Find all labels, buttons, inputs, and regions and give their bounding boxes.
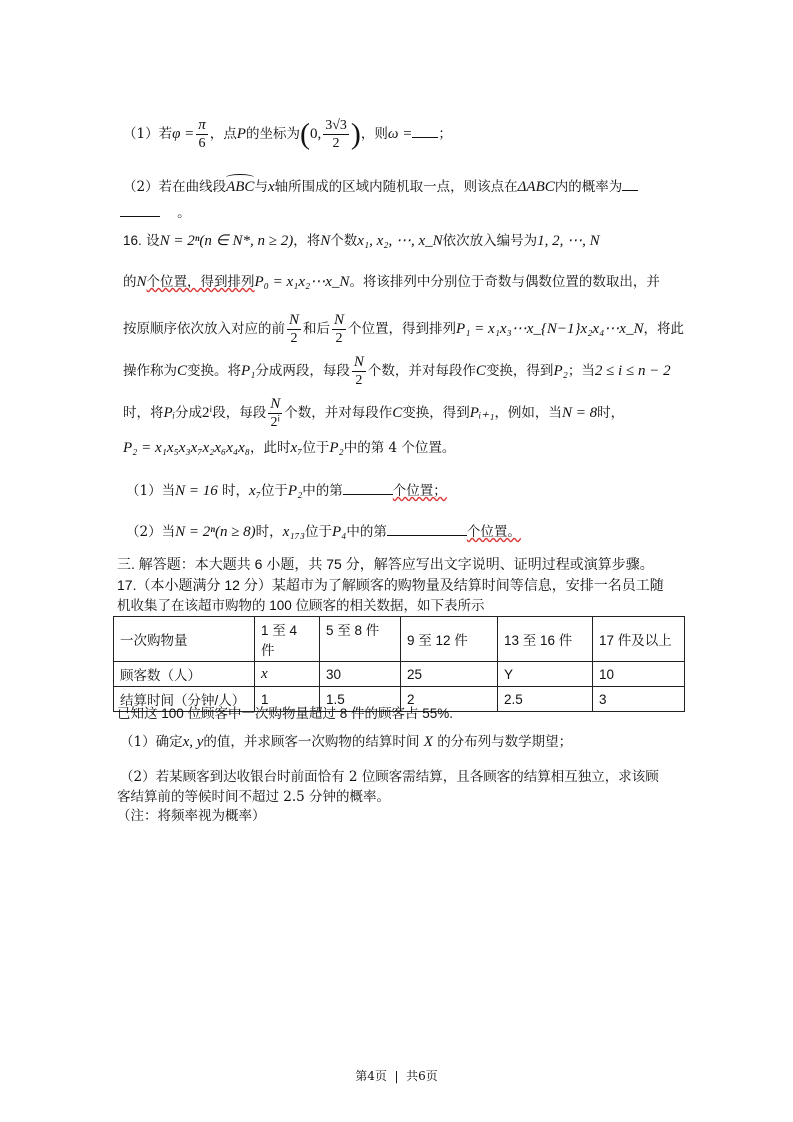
q17-known: 已知这 100 位顾客中一次购物量超过 8 件的顾客占 55%.: [117, 706, 454, 721]
math: x₇: [290, 440, 303, 456]
math: 0,: [309, 126, 322, 142]
text: ；: [438, 126, 452, 142]
table-cell: 25: [401, 662, 498, 687]
table-cell: 2: [401, 687, 498, 712]
text: （2）若在曲线段: [123, 179, 227, 195]
math: P₂: [329, 440, 344, 456]
fraction: [323, 117, 349, 152]
text: 位于: [302, 440, 330, 456]
num: N: [353, 354, 364, 370]
text: 。: [177, 205, 191, 221]
q17-intro-2: 机收集了在该超市购物的 100 位顾客的相关数据，如下表所示: [117, 598, 485, 613]
text: 内的概率为: [554, 179, 623, 195]
text: 个位置；: [392, 483, 447, 499]
math: x₇: [249, 483, 261, 499]
math: C: [392, 405, 403, 421]
fraction: [196, 117, 208, 152]
fraction: [332, 312, 346, 347]
text: ，点: [209, 126, 237, 142]
math: P₂ = x₁x₅x₃x₇x₂x₆x₄x₈: [123, 440, 250, 456]
q16-line5: [123, 396, 624, 431]
text: 个位置。: [466, 524, 521, 540]
math: ω =: [387, 126, 413, 142]
q17-part2-line1: （2）若某顾客到达收银台时前面恰有 2 位顾客需结算，且各顾客的结算相互独立，求该顾: [120, 769, 659, 785]
table-cell: x: [255, 662, 320, 687]
math: N = 2ⁿ(n ∈ N*, n ≥ 2): [159, 233, 294, 249]
table-header: 1 至 4 件: [255, 617, 320, 662]
text: 分成: [175, 405, 203, 421]
answer-blank[interactable]: [343, 480, 393, 495]
text: 变换，得到: [485, 363, 554, 379]
math: C: [177, 363, 188, 379]
answer-blank[interactable]: [622, 176, 638, 191]
math: φ =: [172, 126, 195, 142]
text: 与: [254, 179, 268, 195]
den: 2: [332, 136, 340, 151]
math: N = 16: [175, 483, 218, 499]
math: P: [236, 126, 246, 142]
q16-line1: [123, 231, 600, 251]
math: N: [136, 274, 147, 290]
answer-blank[interactable]: [412, 123, 438, 138]
q16-line2: [123, 272, 660, 292]
fraction: [287, 312, 301, 347]
text: 的坐标为: [245, 126, 300, 142]
math: X: [423, 734, 433, 750]
q17-note: （注：将频率视为概率）: [117, 808, 266, 824]
text: 变换，得到: [402, 405, 470, 421]
math-arc: ABC: [226, 179, 255, 195]
text: 时，: [597, 405, 625, 421]
math: 1, 2, ⋯, N: [537, 233, 600, 249]
table-cell: 1: [255, 687, 320, 712]
page-total: 共6页: [406, 1069, 438, 1083]
table-cell: Y: [498, 662, 593, 687]
text: 中的第 4 个位置。: [343, 440, 456, 456]
den: 2: [335, 331, 343, 346]
text: 轴所围成的区域内随机取一点，则该点在: [274, 179, 518, 195]
den: 2: [290, 331, 298, 346]
math: P₁: [241, 363, 256, 379]
text: 操作称为: [123, 363, 177, 379]
math: N: [320, 233, 331, 249]
q16-part1: [126, 480, 447, 501]
num: N: [270, 396, 281, 412]
data-table: [113, 616, 685, 712]
text: 。将该排列中分别位于奇数与偶数位置的数取出，并: [349, 274, 660, 290]
text: ，将: [293, 233, 321, 249]
section-3-heading: 三. 解答题：本大题共 6 小题，共 75 分，解答应写出文字说明、证明过程或演算步骤。: [117, 556, 654, 572]
text: 位于: [260, 483, 288, 499]
separator: |: [394, 1069, 399, 1083]
table-header: 13 至 16 件: [498, 617, 593, 662]
math: x, y: [182, 734, 204, 750]
answer-blank[interactable]: [387, 521, 467, 536]
text: 个数，并对每段作: [284, 405, 393, 421]
text: 的: [123, 274, 137, 290]
page-footer: [0, 1067, 793, 1084]
text: 变换。将: [187, 363, 242, 379]
text: 时，: [255, 524, 283, 540]
page-number: 第4页: [355, 1069, 387, 1083]
text: ，则: [360, 126, 388, 142]
fraction: [268, 396, 282, 431]
text: 设: [146, 233, 160, 249]
q15-part2: [123, 176, 638, 197]
q15-part1: （1）若φ = $\frac{\pi}{6}$ ，点P的坐标为(0, $\frac{3√3}{2}$ )，则ω = ；: [123, 117, 452, 151]
text: 个位置，得到排列: [146, 274, 255, 290]
text: 个数，并对每段作: [367, 363, 476, 379]
table-cell: 1.5: [320, 687, 401, 712]
den: 2ⁱ: [270, 415, 280, 430]
text: 时，: [222, 483, 250, 499]
math: x: [267, 179, 275, 195]
math: 2 ≤ i ≤ n − 2: [594, 363, 671, 379]
text: 个数: [330, 233, 358, 249]
table-cell: 30: [320, 662, 401, 687]
text: 分成两段，每段: [255, 363, 350, 379]
math: N = 8: [561, 405, 598, 421]
text: 段，每段: [212, 405, 267, 421]
q15-part2-cont: [120, 202, 191, 223]
text: 的分布列与数学期望；: [437, 734, 573, 750]
text: 中的第: [346, 524, 387, 540]
table-row: [114, 662, 685, 687]
math: P₄: [331, 524, 347, 540]
num: N: [289, 312, 300, 328]
text: 依次放入编号为: [442, 233, 538, 249]
text: 的值，并求顾客一次购物的结算时间: [203, 734, 420, 750]
text: 中的第: [302, 483, 343, 499]
table-header: 5 至 8 件: [320, 617, 401, 662]
table-header-row: [114, 617, 685, 662]
q16-line4: [123, 354, 671, 389]
q16-line3: [123, 312, 684, 347]
math: N = 2ⁿ(n ≥ 8): [175, 524, 256, 540]
math: P₀ = x₁x₂⋯x_N: [254, 274, 350, 290]
math: Pᵢ₊₁: [469, 405, 495, 421]
q17-intro-1: 17.（本小题满分 12 分）某超市为了解顾客的购物量及结算时间等信息，安排一名员工随: [117, 577, 664, 593]
fraction: [352, 354, 366, 389]
text: ；当: [567, 363, 595, 379]
math: 2ⁱ: [202, 405, 213, 421]
num: 3√3: [325, 118, 347, 133]
math: ΔABC: [517, 179, 555, 195]
text: 和后: [303, 321, 331, 337]
table-header: 17 件及以上: [593, 617, 685, 662]
den: 6: [198, 136, 206, 151]
math: P₁ = x₁x₃⋯x_{N−1}x₂x₄⋯x_N: [456, 321, 644, 337]
num: π: [198, 117, 206, 133]
text: 按原顺序依次放入对应的前: [123, 321, 285, 337]
text: （1）确定: [120, 734, 183, 750]
text: ，例如，当: [494, 405, 562, 421]
q16-part2: [126, 521, 521, 542]
answer-blank[interactable]: [120, 202, 160, 217]
text: ，将此: [643, 321, 684, 337]
text: （2）当: [126, 524, 176, 540]
table-cell: 10: [593, 662, 685, 687]
q17-part2-line2: 客结算前的等候时间不超过 2.5 分钟的概率。: [117, 789, 391, 805]
table-header: 一次购物量: [114, 617, 255, 662]
table-cell: 结算时间（分钟/人）: [114, 687, 255, 712]
math: Pᵢ: [163, 405, 176, 421]
math: P₂: [287, 483, 303, 499]
q17-part1: [120, 732, 572, 752]
text: 时，将: [123, 405, 164, 421]
num: N: [334, 312, 345, 328]
table-header: 9 至 12 件: [401, 617, 498, 662]
table-cell: 3: [593, 687, 685, 712]
math: x₁, x₂, ⋯, x_N: [357, 233, 443, 249]
q16-line6: [123, 438, 455, 458]
den: 2: [355, 373, 363, 388]
table-cell: 2.5: [498, 687, 593, 712]
text: ，此时: [249, 440, 291, 456]
text: （1）当: [126, 483, 176, 499]
table-cell: 顾客数（人）: [114, 662, 255, 687]
question-number: 16.: [123, 233, 142, 248]
math: x₁₇₃: [282, 524, 305, 540]
text: 个位置，得到排列: [348, 321, 457, 337]
math: C: [475, 363, 486, 379]
math: P₂: [553, 363, 568, 379]
text: （1）若: [123, 126, 173, 142]
text: 位于: [304, 524, 332, 540]
